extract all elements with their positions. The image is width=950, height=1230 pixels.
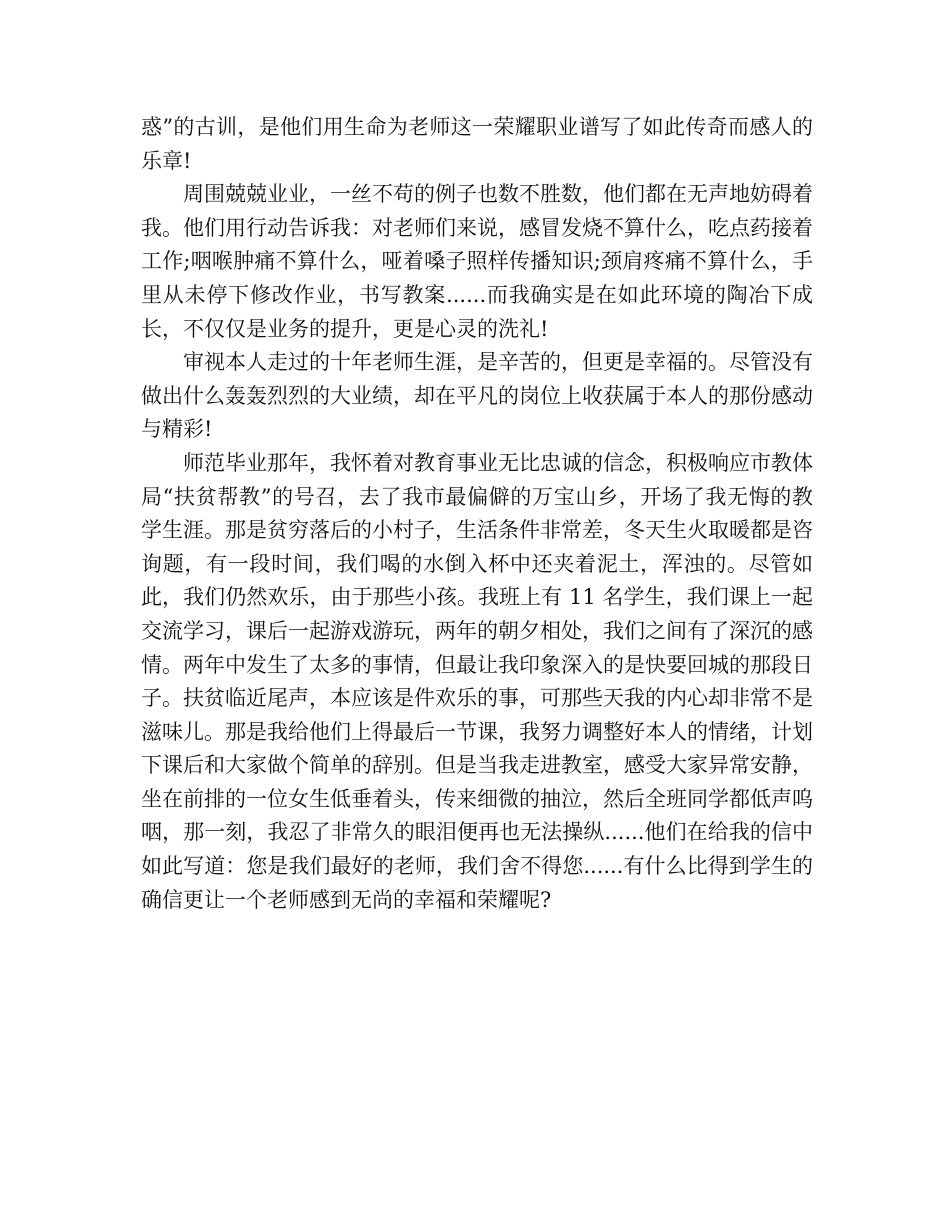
paragraph-4: 师范毕业那年，我怀着对教育事业无比忠诚的信念，积极响应市教体局“扶贫帮教”的号召，去了我市最偏僻的万宝山乡，开场了我无悔的教学生涯。那是贫穷落后的小村子，生活条件非常差，冬天生火取暖都是咨询题，有一段时间，我们喝的水倒入杯中还夹着泥土，浑浊的。尽管如此，我们仍然欢乐，由于那些小孩。我班上有 11 名学生，我们课上一起交流学习，课后一起游戏游玩，两年的朝夕相处，我们之间有了深沉的感情。两年中发生了太多的事情，但最让我印象深入的是快要回城的那段日子。扶贫临近尾声，本应该是件欢乐的事，可那些天我的内心却非常不是滋味儿。那是我给他们上得最后一节课，我努力调整好本人的情绪，计划下课后和大家做个简单的辞别。但是当我走进教室，感受大家异常安静，坐在前排的一位女生低垂着头，传来细微的抽泣，然后全班同学都低声呜咽，那一刻，我忍了非常久的眼泪便再也无法操纵......他们在给我的信中如此写道：您是我们最好的老师，我们舍不得您......有什么比得到学生的确信更让一个老师感到无尚的幸福和荣耀呢? [141, 450, 813, 912]
paragraph-3: 审视本人走过的十年老师生涯，是辛苦的，但更是幸福的。尽管没有做出什么轰轰烈烈的大业绩，却在平凡的岗位上收获属于本人的那份感动与精彩! [141, 350, 813, 442]
document-body [141, 111, 813, 917]
paragraph-1: 惑”的古训，是他们用生命为老师这一荣耀职业谱写了如此传奇而感人的乐章! [141, 115, 813, 173]
paragraph-2: 周围兢兢业业，一丝不苟的例子也数不胜数，他们都在无声地妨碍着我。他们用行动告诉我：对老师们来说，感冒发烧不算什么，吃点药接着工作;咽喉肿痛不算什么，哑着嗓子照样传播知识;颈肩疼痛不算什么，手里从未停下修改作业，书写教案......而我确实是在如此环境的陶冶下成长，不仅仅是业务的提升，更是心灵的洗礼! [141, 182, 813, 341]
